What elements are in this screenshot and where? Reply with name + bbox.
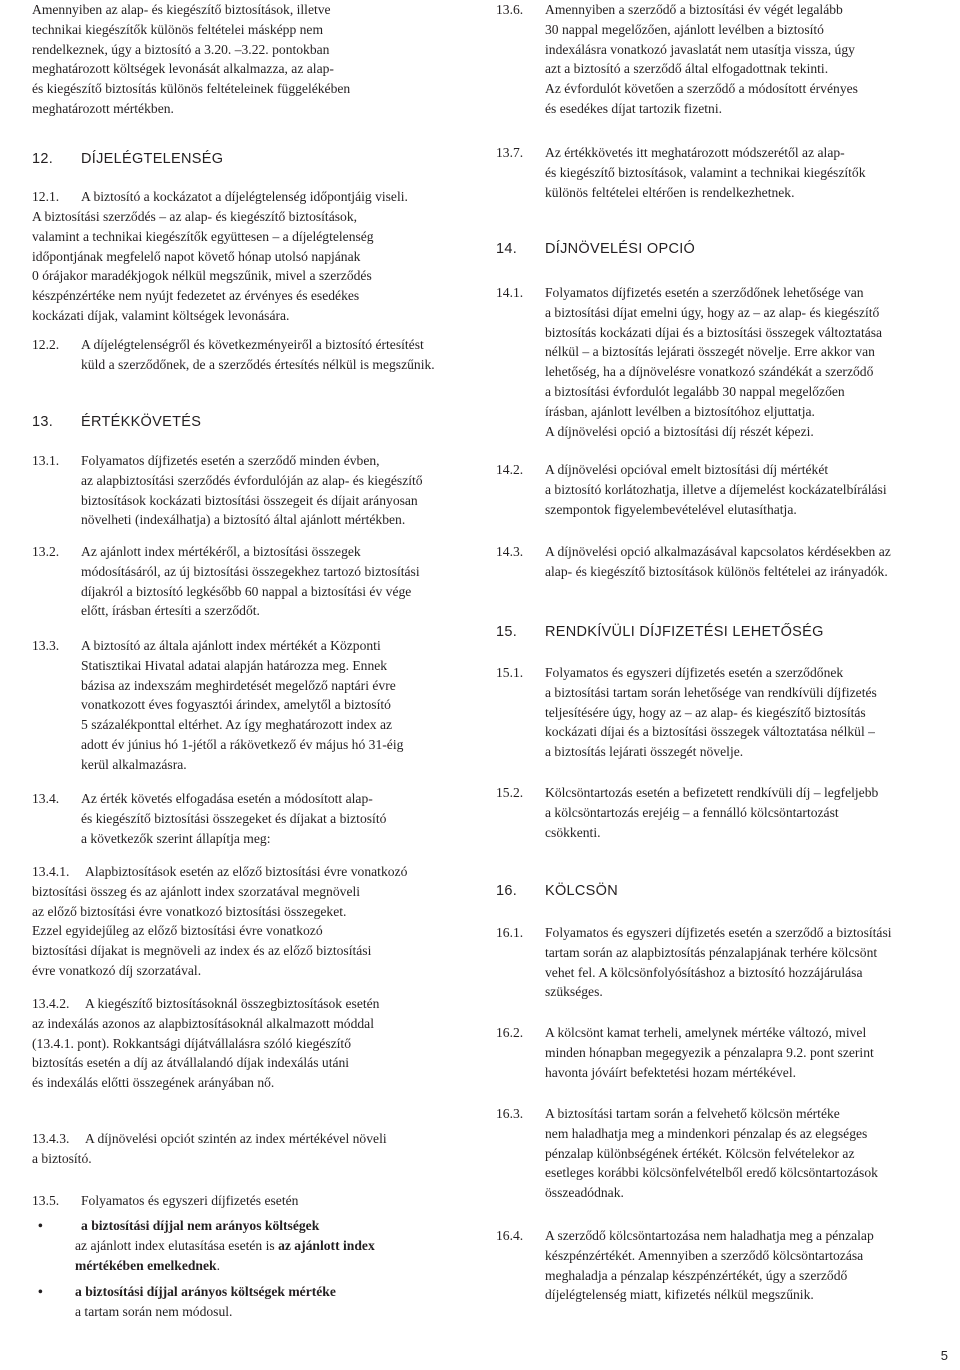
text-line: Az értékkövetés itt meghatározott módszerétől az alap- bbox=[545, 145, 845, 160]
text-line: küld a szerződőnek, de a szerződés értesítés nélkül is megszűnik. bbox=[81, 356, 435, 372]
paragraph-13-4-2: 13.4.2. A kiegészítő biztosításoknál összegbiztosítások esetén az indexálás azonos az alapbiztosításoknál alkalmazott móddal (13.4.1. pont). Rokkantsági díjátvállalásra szóló kiegészítő biztosítás esetén a díj az átvállalandó díjak indexálás utáni és indexálás előtti összegének arányában nő. bbox=[32, 994, 468, 1093]
section-title: ÉRTÉKKÖVETÉS bbox=[81, 414, 202, 430]
text-line: a következők szerint állapítja meg: bbox=[81, 830, 271, 846]
section-number: 16. bbox=[496, 883, 518, 899]
paragraph-number: 13.3. bbox=[32, 638, 60, 653]
text-line: adott év június hó 1-jétől a rákövetkező év május hó 31-éig bbox=[81, 736, 404, 752]
text-line: összeadódnak. bbox=[545, 1185, 624, 1201]
text-line: készpénzértéke nem nyújt fedezetet az érvényes és esedékes bbox=[32, 288, 360, 304]
paragraph-16-1 bbox=[496, 923, 932, 1002]
text-span: mértékében emelkednek bbox=[75, 1257, 217, 1273]
text-line: a biztosítási évfordulót legalább 30 nappal megelőzően bbox=[545, 383, 845, 399]
text-line: Az érték követés elfogadása esetén a módosított alap- bbox=[81, 791, 373, 806]
text-line: rendelkeznek, úgy a biztosító a 3.20. –3.22. pontokban bbox=[32, 41, 330, 57]
text-line: esetleges korábbi kölcsönfelvételből eredő kölcsöntartozások bbox=[545, 1165, 878, 1181]
text-line: a biztosítási díjat emelni úgy, hogy az – az alap- és kiegészítő bbox=[545, 304, 880, 320]
text-line: minden hónapban megegyezik a pénzalapra 9.2. pont szerint bbox=[545, 1044, 874, 1060]
paragraph-12-1-body bbox=[32, 207, 468, 326]
text-line: A díjnövelési opció alkalmazásával kapcsolatos kérdésekben az bbox=[545, 544, 891, 559]
text-line: biztosítási díjakat is megnöveli az index és az előző biztosítási bbox=[32, 943, 372, 959]
paragraph-13-7 bbox=[496, 143, 932, 202]
paragraph-14-1 bbox=[496, 283, 932, 441]
text-line: Alapbiztosítások esetén az előző biztosítási évre vonatkozó bbox=[85, 864, 408, 879]
text-line: Ezzel egyidejűleg az előző biztosítási évre vonatkozó bbox=[32, 923, 323, 939]
text-line: szempontok figyelembevételével elutasíthatja. bbox=[545, 501, 797, 517]
text-line: pénzalap különbségének értékét. Kölcsön felvételekor az bbox=[545, 1145, 855, 1161]
text-line: előtt, írásban értesíti a szerződőt. bbox=[81, 603, 260, 619]
text-line: meghatározott költségek levonását alkalmazza, az alap- bbox=[32, 61, 334, 77]
text-line: csökkenti. bbox=[545, 824, 601, 840]
text-line: és esedékes díjat tartozik fizetni. bbox=[545, 100, 723, 116]
text-line: A kiegészítő biztosításoknál összegbiztosítások esetén bbox=[85, 996, 380, 1011]
section-number: 14. bbox=[496, 241, 518, 257]
text-line: azt a biztosító a szerződő által elfogadottnak tekinti. bbox=[545, 61, 829, 77]
paragraph-13-4-3: 13.4.3. A díjnövelési opciót szintén az index mértékével növeli a biztosító. bbox=[32, 1129, 468, 1169]
text-line: Folyamatos és egyszeri díjfizetés esetén a szerződőnek bbox=[545, 665, 844, 680]
text-span: az ajánlott index bbox=[278, 1237, 375, 1253]
text-line: és indexálás előtti összegének arányában nő. bbox=[32, 1075, 275, 1091]
section-number: 15. bbox=[496, 624, 518, 640]
paragraph-12-2 bbox=[32, 335, 468, 375]
text-line: a biztosító korlátozhatja, illetve a díjemelést kockázatelbírálási bbox=[545, 481, 887, 497]
paragraph-number: 16.2. bbox=[496, 1025, 524, 1040]
text-line: az alapbiztosítási szerződés évfordulóján az alap- és kiegészítő bbox=[81, 472, 423, 488]
text-line: 5 százalékponttal eltérhet. Az így meghatározott index az bbox=[81, 717, 393, 733]
text-line: Kölcsöntartozás esetén a befizetett rendkívüli díj – legfeljebb bbox=[545, 785, 879, 800]
text-line: a biztosítás lejárati összegét növelje. bbox=[545, 744, 744, 760]
paragraph-13-3 bbox=[32, 636, 468, 775]
paragraph-text bbox=[32, 0, 468, 119]
text-line: A szerződő kölcsöntartozása nem haladhatja meg a pénzalap bbox=[545, 1228, 874, 1243]
text-line: (13.4.1. pont). Rokkantsági díjátvállalásra szóló kiegészítő bbox=[32, 1035, 352, 1051]
section-heading-14 bbox=[496, 240, 932, 260]
text-line: vonatkozott éves fogyasztói árindex, amelytől a biztosító bbox=[81, 697, 391, 713]
text-line: kockázati díjak, valamint költségek levonására. bbox=[32, 307, 290, 323]
paragraph-13-2 bbox=[32, 542, 468, 621]
text-line: növelheti (indexálhatja) a biztosító által ajánlott mértékben. bbox=[81, 512, 406, 528]
paragraph-16-3 bbox=[496, 1104, 932, 1203]
paragraph-13-1 bbox=[32, 451, 468, 530]
paragraph-14-2 bbox=[496, 460, 932, 519]
paragraph-13-4-1: 13.4.1. Alapbiztosítások esetén az előző biztosítási évre vonatkozó biztosítási összeg és az ajánlott index szorzatával megnöveli az előző biztosítási évre vonatkozó biztosítási összegeket. Ezzel egyidejűleg az előző biztosítási évre vonatkozó biztosítási díjakat is megnöveli az index és az előző biztosítási évre vonatkozó díj szorzatával. bbox=[32, 862, 468, 981]
paragraph-16-4 bbox=[496, 1226, 932, 1305]
text-line: technikai kiegészítők különös feltételei másképp nem bbox=[32, 21, 324, 37]
section-number: 13. bbox=[32, 414, 54, 430]
paragraph-number: 16.1. bbox=[496, 925, 524, 940]
paragraph-number: 13.5. bbox=[32, 1193, 60, 1208]
text-span: az ajánlott index elutasítása esetén is bbox=[75, 1237, 279, 1253]
text-line: nem haladhatja meg a mindenkori pénzalap és az elegséges bbox=[545, 1125, 868, 1141]
text-line: A díjnövelési opciót szintén az index mértékével növeli bbox=[85, 1131, 387, 1146]
bullet-item bbox=[32, 1216, 468, 1275]
section-title: DÍJELÉGTELENSÉG bbox=[81, 151, 224, 167]
text-line: a biztosítási díjjal arányos költségek mértéke bbox=[75, 1284, 336, 1299]
text-line: időpontjának megfelelő napot követő hónap utolsó napjának bbox=[32, 248, 361, 264]
paragraph-13-6 bbox=[496, 0, 932, 119]
bullet-item bbox=[32, 1282, 468, 1322]
paragraph-15-1 bbox=[496, 663, 932, 762]
paragraph-number: 15.1. bbox=[496, 665, 524, 680]
text-line: A kölcsönt kamat terheli, amelynek mértéke változó, mivel bbox=[545, 1025, 867, 1040]
paragraph-15-2 bbox=[496, 783, 932, 842]
text-line: módosításáról, az új biztosítási összegekhez tartozó biztosítási bbox=[81, 563, 420, 579]
text-line: indexálásra vonatkozó javaslatát nem utasítja vissza, úgy bbox=[545, 41, 855, 57]
text-line: készpénzértékét. Amennyiben a szerződő kölcsöntartozása bbox=[545, 1247, 864, 1263]
paragraph-number: 16.4. bbox=[496, 1228, 524, 1243]
text-span: . bbox=[216, 1257, 220, 1273]
text-line: 0 órájakor maradékjogok nélkül megszűnik, mivel a szerződés bbox=[32, 268, 372, 284]
section-heading-13 bbox=[32, 413, 468, 433]
text-line: A biztosítási tartam során a felvehető kölcsön mértéke bbox=[545, 1106, 840, 1121]
text-line: Statisztikai Hivatal adatai alapján határozza meg. Ennek bbox=[81, 657, 388, 673]
text-line: Folyamatos díjfizetés esetén a szerződőnek lehetősége van bbox=[545, 285, 864, 300]
text-line: és kiegészítő biztosítás különös feltételeinek függelékében bbox=[32, 81, 351, 97]
text-line: évre vonatkozó díj szorzatával. bbox=[32, 962, 202, 978]
text-line: Az ajánlott index mértékéről, a biztosítási összegek bbox=[81, 544, 361, 559]
text-line: A díjnövelési opcióval emelt biztosítási díj mértékét bbox=[545, 462, 829, 477]
page-number: 5 bbox=[940, 1348, 948, 1364]
text-line: díjelégtelenség miatt, kifizetés nélkül megszűnik. bbox=[545, 1287, 814, 1303]
section-heading-16 bbox=[496, 882, 932, 902]
paragraph-number: 16.3. bbox=[496, 1106, 524, 1121]
paragraph-number: 13.2. bbox=[32, 544, 60, 559]
text-line: vehet fel. A kölcsönfolyósításhoz a biztosító hozzájárulása bbox=[545, 964, 863, 980]
text-line: biztosítási összeg és az ajánlott index szorzatával megnöveli bbox=[32, 883, 361, 899]
text-line: a kölcsöntartozás erejéig – a fennálló kölcsöntartozást bbox=[545, 804, 839, 820]
text-line: biztosítások kockázati biztosítási összegeit és díjait arányosan bbox=[81, 492, 418, 508]
text-line: különös feltételei eltérően is rendelkezhetnek. bbox=[545, 184, 795, 200]
text-line: Folyamatos és egyszeri díjfizetés esetén bbox=[81, 1193, 299, 1208]
section-title: DÍJNÖVELÉSI OPCIÓ bbox=[545, 241, 696, 257]
intro-paragraph bbox=[32, 0, 468, 119]
paragraph-13-4 bbox=[32, 789, 468, 848]
text-line: havonta jóváírt befektetési hozam mértékével. bbox=[545, 1064, 796, 1080]
text-line: Folyamatos és egyszeri díjfizetés esetén a szerződő a biztosítási bbox=[545, 925, 892, 940]
text-line: A biztosító a kockázatot a díjelégtelenség időpontjáig viseli. bbox=[81, 189, 408, 204]
text-line: valamint a technikai kiegészítők együttesen – a díjelégtelenség bbox=[32, 228, 374, 244]
text-line: díjakról a biztosító legkésőbb 60 nappal a biztosítási év vége bbox=[81, 583, 412, 599]
text-line: tartam során az alapbiztosítás pénzalapjának terhére kölcsönt bbox=[545, 944, 878, 960]
text-line: biztosítás kockázati díjai és a biztosítási összegek változtatása bbox=[545, 324, 883, 340]
text-line: meghaladja a pénzalap készpénzértékét, úgy a szerződő bbox=[545, 1267, 848, 1283]
text-line: alap- és kiegészítő biztosítások különös feltételei az irányadók. bbox=[545, 563, 888, 579]
paragraph-14-3 bbox=[496, 542, 932, 582]
text-line: Folyamatos díjfizetés esetén a szerződő minden évben, bbox=[81, 453, 380, 468]
paragraph-number: 15.2. bbox=[496, 785, 524, 800]
section-heading-15 bbox=[496, 623, 932, 643]
text-line: teljesítésére úgy, hogy az – az alap- és kiegészítő biztosítás bbox=[545, 704, 866, 720]
paragraph-number: 12.1. bbox=[32, 189, 60, 204]
section-heading-12 bbox=[32, 150, 468, 170]
paragraph-13-5 bbox=[32, 1191, 468, 1211]
text-line: A díjnövelési opció a biztosítási díj részét képezi. bbox=[545, 423, 814, 439]
text-line: és kiegészítő biztosítások, valamint a technikai kiegészítők bbox=[545, 164, 866, 180]
paragraph-number: 13.1. bbox=[32, 453, 60, 468]
paragraph-number: 14.1. bbox=[496, 285, 524, 300]
text-line: kockázati díjai és a biztosítási összegek változtatása nélkül – bbox=[545, 724, 875, 740]
text-line: a tartam során nem módosul. bbox=[75, 1303, 233, 1319]
text-line: a biztosító. bbox=[32, 1150, 92, 1166]
text-line: szükséges. bbox=[545, 984, 603, 1000]
paragraph-16-2 bbox=[496, 1023, 932, 1082]
text-line: A díjelégtelenségről és következményeiről a biztosító értesítést bbox=[81, 337, 424, 352]
bullet-symbol: • bbox=[38, 1218, 43, 1233]
text-line: A biztosító az általa ajánlott index mértékét a Központi bbox=[81, 638, 381, 653]
paragraph-number: 13.6. bbox=[496, 2, 524, 17]
section-title: KÖLCSÖN bbox=[545, 883, 619, 899]
text-line: kerül alkalmazásra. bbox=[81, 756, 187, 772]
text-line: a biztosítási tartam során lehetősége van rendkívüli díjfizetés bbox=[545, 684, 877, 700]
text-line: Amennyiben a szerződő a biztosítási év végét legalább bbox=[545, 2, 843, 17]
section-title: RENDKÍVÜLI DÍJFIZETÉSI LEHETŐSÉG bbox=[545, 624, 824, 640]
text-line: meghatározott mértékben. bbox=[32, 100, 174, 116]
text-line: bázisa az indexszám meghirdetését megelőző naptári évre bbox=[81, 677, 396, 693]
text-line: Az évfordulót követően a szerződő a módosított érvényes bbox=[545, 81, 858, 97]
text-line: az előző biztosítási évre vonatkozó biztosítási összegeket. bbox=[32, 903, 347, 919]
text-line: nélkül – a biztosítás lejárati összegét növelje. Erre akkor van bbox=[545, 344, 875, 360]
text-line: biztosítás esetén a díj az átvállalandó díjak indexálás utáni bbox=[32, 1055, 350, 1071]
section-number: 12. bbox=[32, 151, 54, 167]
paragraph-number: 12.2. bbox=[32, 337, 60, 352]
paragraph-number: 14.3. bbox=[496, 544, 524, 559]
text-line: az indexálás azonos az alapbiztosításoknál alkalmazott móddal bbox=[32, 1015, 374, 1031]
text-line: Amennyiben az alap- és kiegészítő biztosítások, illetve bbox=[32, 2, 331, 17]
text-line: 30 nappal megelőzően, ajánlott levélben a biztosító bbox=[545, 21, 824, 37]
paragraph-number: 13.7. bbox=[496, 145, 524, 160]
text-line: a biztosítási díjjal nem arányos költségek bbox=[81, 1218, 320, 1233]
text-line: írásban, ajánlott levélben a biztosítóhoz eljuttatja. bbox=[545, 403, 815, 419]
bullet-symbol: • bbox=[38, 1284, 43, 1299]
text-line: és kiegészítő biztosítási összegeket és díjakat a biztosító bbox=[81, 810, 387, 826]
paragraph-12-1 bbox=[32, 187, 468, 207]
paragraph-number: 14.2. bbox=[496, 462, 524, 477]
text-line: lehetőség, ha a díjnövelésre vonatkozó szándékát a szerződő bbox=[545, 364, 874, 380]
paragraph-number: 13.4. bbox=[32, 791, 60, 806]
text-line: A biztosítási szerződés – az alap- és kiegészítő biztosítások, bbox=[32, 209, 358, 224]
